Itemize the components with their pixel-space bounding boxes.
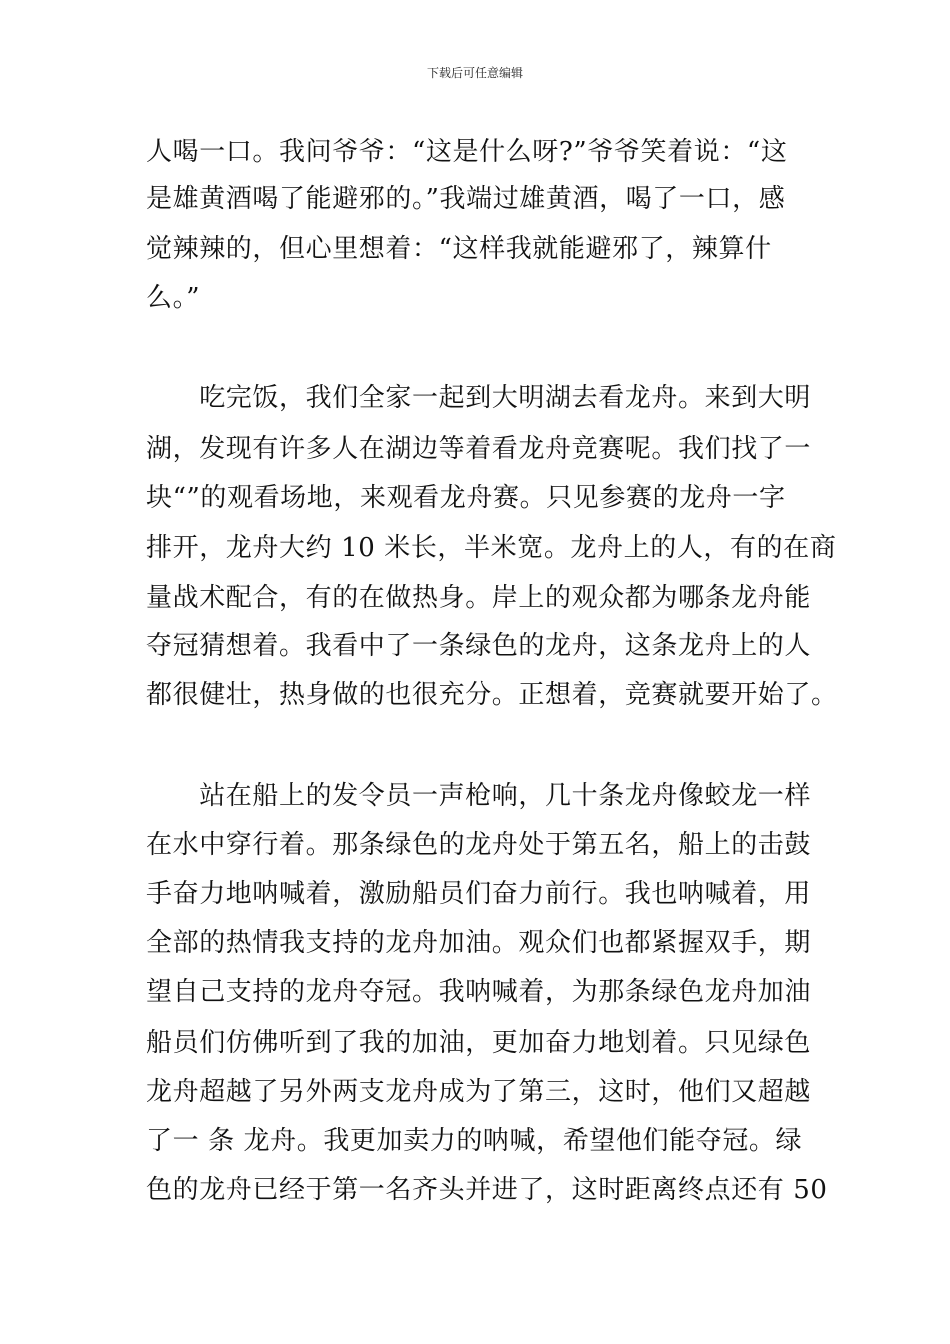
text-line: 站在船上的发令员一声枪响，几十条龙舟像蛟龙一样: [146, 781, 812, 811]
text-line: 是雄黄酒喝了能避邪的。”我端过雄黄酒，喝了一口，感: [146, 184, 786, 214]
text-line: 觉辣辣的，但心里想着：“这样我就能避邪了，辣算什: [146, 234, 772, 264]
text-line: 块“”的观看场地，来观看龙舟赛。只见参赛的龙舟一字: [146, 483, 786, 513]
text-line: 了一 条 龙舟。我更加卖力的呐喊，希望他们能夺冠。绿: [146, 1126, 803, 1156]
text-line: 人喝一口。我问爷爷：“这是什么呀?”爷爷笑着说：“这: [146, 137, 788, 167]
text-line: 手奋力地呐喊着，激励船员们奋力前行。我也呐喊着，用: [146, 879, 812, 909]
header-note: 下载后可任意编辑: [426, 66, 523, 80]
text-line: 夺冠猜想着。我看中了一条绿色的龙舟，这条龙舟上的人: [146, 631, 812, 661]
text-line: 色的龙舟已经于第一名齐头并进了，这时距离终点还有 50: [146, 1175, 828, 1205]
text-line: 湖，发现有许多人在湖边等着看龙舟竞赛呢。我们找了一: [146, 434, 812, 464]
text-line: 龙舟超越了另外两支龙舟成为了第三，这时，他们又超越: [146, 1077, 812, 1107]
text-line: 船员们仿佛听到了我的加油，更加奋力地划着。只见绿色: [146, 1028, 812, 1058]
text-line: 在水中穿行着。那条绿色的龙舟处于第五名，船上的击鼓: [146, 830, 812, 860]
text-line: 都很健壮，热身做的也很充分。正想着，竞赛就要开始了。: [146, 680, 838, 710]
text-line: 望自己支持的龙舟夺冠。我呐喊着，为那条绿色龙舟加油: [146, 977, 812, 1007]
text-line: 排开，龙舟大约 10 米长，半米宽。龙舟上的人，有的在商: [146, 533, 837, 563]
text-line: 么。”: [146, 283, 201, 313]
text-line: 吃完饭，我们全家一起到大明湖去看龙舟。来到大明: [146, 383, 812, 413]
text-line: 全部的热情我支持的龙舟加油。观众们也都紧握双手，期: [146, 928, 812, 958]
text-line: 量战术配合，有的在做热身。岸上的观众都为哪条龙舟能: [146, 583, 812, 613]
